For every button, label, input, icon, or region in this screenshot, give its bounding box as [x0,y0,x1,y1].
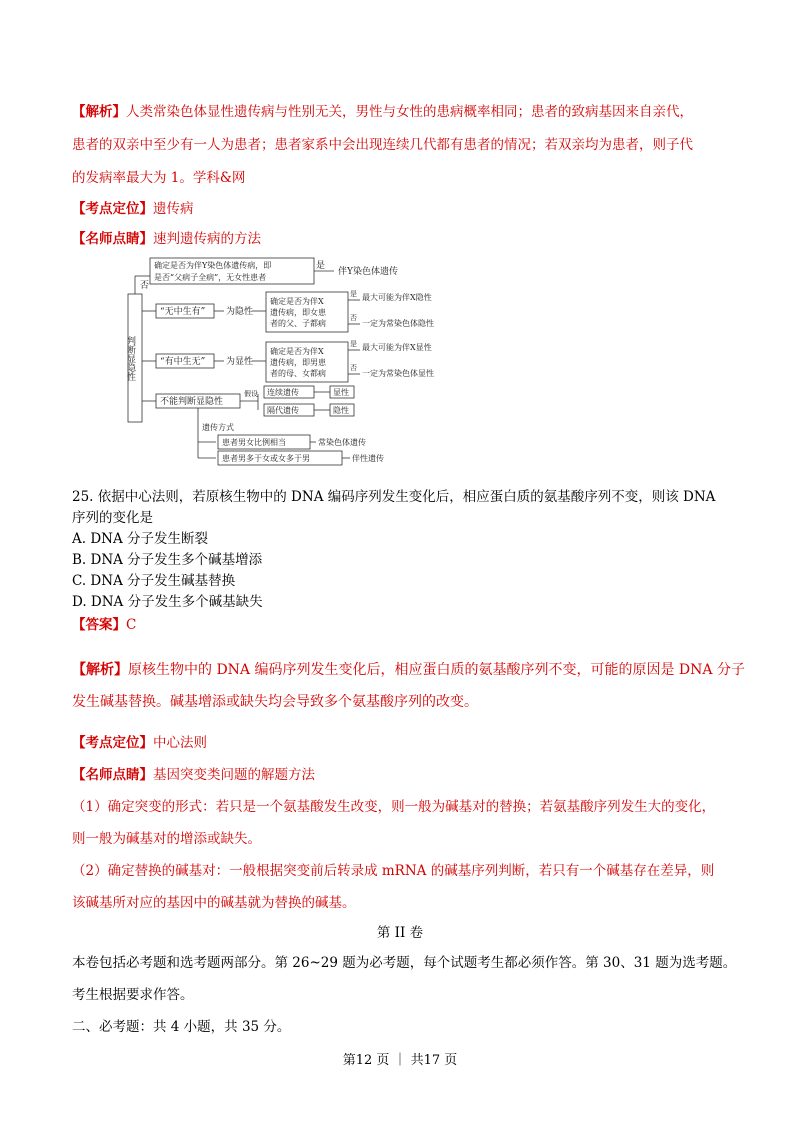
recessive-label: 为隐性 [226,307,254,317]
dom-result: 显性 [333,388,349,397]
exam-point-2-text: 中心法则 [153,735,207,751]
analysis-text-line2: 患者的双亲中至少有一人为患者；患者家系中会出现连续几代都有患者的情况；若双亲均为患者，则子代 [72,137,693,153]
exam-point-2-tag: 【考点定位】 [72,735,153,751]
exam-point-text: 遗传病 [153,201,194,217]
analysis-tag: 【解析】 [72,104,126,120]
box-x-dom-text3: 者的母、女都病 [270,369,326,378]
teacher-tip [72,229,261,249]
analysis2-line1 [72,660,745,680]
option-c: C. DNA 分子发生碱基替换 [72,573,236,589]
sex-label: 伴性遗传 [352,454,384,463]
assume-label: 假设 [244,390,258,398]
page-footer: 第12 页 ｜ 共17 页 [342,1053,458,1068]
box-x-rec-text2: 遗传病，即女患 [270,308,326,317]
box-y-text2: 是否“父病子全病”，无女性患者 [154,273,267,282]
tip2-p1-line2: 则一般为碱基对的增添或缺失。 [72,831,261,847]
teacher-tip-text: 速判遗传病的方法 [153,231,261,247]
root-label: 判断显隐性 [125,336,135,381]
teacher-tip-2-text: 基因突变类问题的解题方法 [153,767,315,783]
analysis-text-line3: 的发病率最大为 1。学科&网 [72,170,246,186]
box-y-text: 确定是否为伴Y染色体遗传病，即 [154,261,272,270]
exam-point-2 [72,733,207,753]
x-dom-no: 一定为常染色体显性 [362,369,434,378]
x-rec-yes-sign: 是 [350,290,357,298]
no-label-y: 否 [140,281,150,291]
auto-label: 常染色体遗传 [318,438,366,447]
box-x-rec-text3: 者的父、子都病 [270,319,326,328]
tip2-p2-line2: 该碱基所对应的基因中的碱基就为替换的碱基。 [72,895,356,911]
answer-value: C [126,617,137,633]
x-dom-yes: 最大可能为伴X显性 [362,343,432,352]
section-heading: 二、必考题：共 4 小题，共 35 分。 [72,1019,291,1035]
y-result: 伴Y染色体遗传 [338,267,398,277]
wu-zhong-label: “无中生有” [160,307,206,317]
cannot-judge-label: 不能判断显隐性 [160,397,224,407]
x-rec-yes: 最大可能为伴X隐性 [362,293,432,302]
x-dom-no-sign: 否 [350,364,357,372]
you-zhong-label: “有中生无” [160,357,206,367]
box-x-dom-text2: 遗传病，即男患 [270,358,326,367]
x-rec-no-sign: 否 [350,314,357,322]
analysis-text-line1: 人类常染色体显性遗传病与性别无关，男性与女性的患病概率相同；患者的致病基因来自亲代， [126,104,693,120]
analysis2-text1: 原核生物中的 DNA 编码序列发生变化后，相应蛋白质的氨基酸序列不变，可能的原因是 DNA 分子 [128,662,745,678]
part2-title: 第 II 卷 [376,925,424,941]
equal-label: 患者男女比例相当 [222,438,286,447]
tip2-p2-line1: （2）确定替换的碱基对：一般根据突变前后转录成 mRNA 的碱基序列判断，若只有一个碱基存在差异，则 [72,863,715,879]
skip-label: 隔代遗传 [267,406,299,415]
option-a: A. DNA 分子发生断裂 [72,531,209,547]
analysis2-text2: 发生碱基替换。碱基增添或缺失均会导致多个氨基酸序列的改变。 [72,694,478,710]
continuous-label: 连续遗传 [267,388,299,397]
x-dom-yes-sign: 是 [350,340,357,348]
teacher-tip-2-tag: 【名师点睛】 [72,767,153,783]
tip2-p1-line1: （1）确定突变的形式：若只是一个氨基酸发生改变，则一般为碱基对的替换；若氨基酸序列发生大的变化， [72,799,716,815]
option-b: B. DNA 分子发生多个碱基增添 [72,552,263,568]
option-d: D. DNA 分子发生多个碱基缺失 [72,594,263,610]
box-x-rec-text1: 确定是否为伴X [270,297,324,306]
teacher-tip-tag: 【名师点睛】 [72,231,153,247]
box-x-dom-text1: 确定是否为伴X [270,347,324,356]
q25-stem-line1: 25. 依据中心法则，若原核生物中的 DNA 编码序列发生变化后，相应蛋白质的氨基酸序列不变，则该 DNA [72,489,716,505]
x-rec-no: 一定为常染色体隐性 [362,319,434,328]
teacher-tip-2 [72,765,315,785]
unequal-label: 患者男多于女或女多于男 [222,454,310,463]
exam-point [72,199,194,219]
analysis2-tag: 【解析】 [72,662,128,678]
rec-result: 隐性 [333,406,349,415]
part2-intro-line1: 本卷包括必考题和选考题两部分。第 26~29 题为必考题，每个试题考生都必须作答。第 30、31 题为选考题。 [72,955,737,971]
answer [72,615,136,635]
part2-intro-line2: 考生根据要求作答。 [72,987,194,1003]
q25-stem-line2: 序列的变化是 [72,510,153,526]
mode-label: 遗传方式 [202,423,234,432]
exam-point-tag: 【考点定位】 [72,201,153,217]
answer-tag: 【答案】 [72,617,126,633]
analysis-paragraph [72,102,693,122]
genetic-disease-flowchart [120,254,434,474]
dominant-label: 为显性 [226,357,254,367]
yes-label-y: 是 [316,261,326,271]
